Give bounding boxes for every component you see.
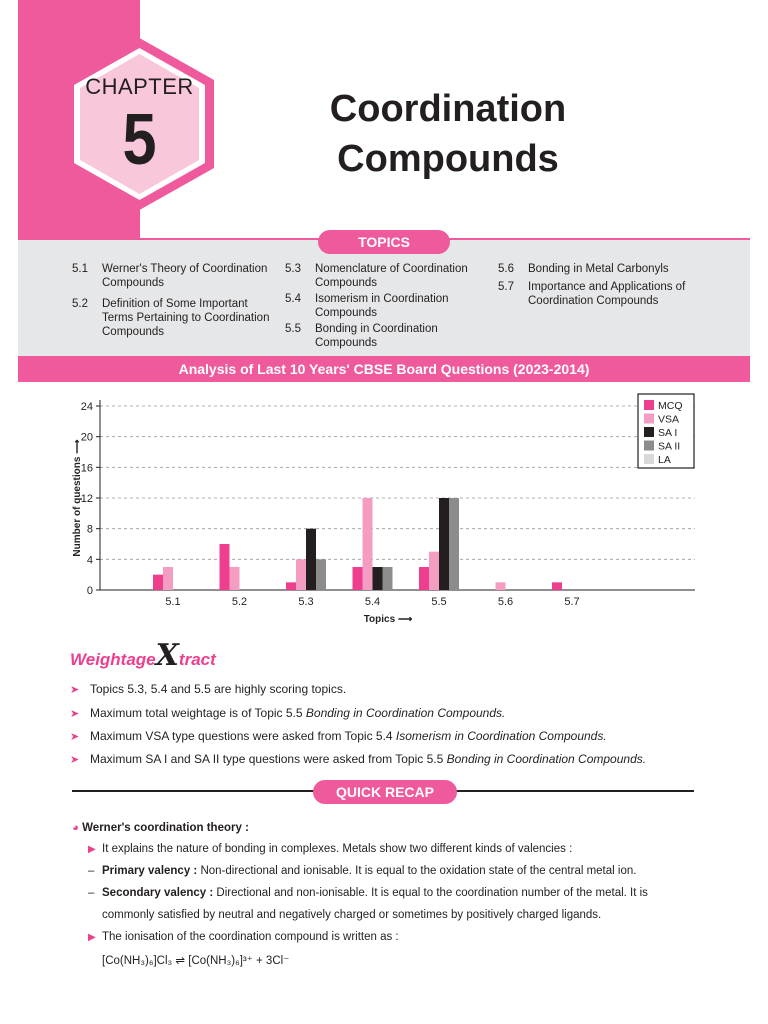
weightage-xtract-logo xyxy=(70,638,216,673)
recap-point-text: The ionisation of the coordination compound is written as : xyxy=(102,931,399,943)
bar-sa-i xyxy=(373,567,383,590)
bar-vsa xyxy=(296,559,306,590)
topic-number: 5.3 xyxy=(285,263,301,275)
recap-point-text: It explains the nature of bonding in complexes. Metals show two different kinds of valencies : xyxy=(102,843,573,855)
x-tick-label: 5.5 xyxy=(431,596,447,608)
bullet-text: Maximum total weightage is of Topic 5.5 xyxy=(90,706,306,720)
legend-swatch xyxy=(644,454,654,464)
question-analysis-chart xyxy=(40,390,710,630)
y-tick-label: 16 xyxy=(80,462,93,475)
ionisation-equation: [Co(NH₃)₆]Cl₃ ⇌ [Co(NH₃)₆]³⁺ + 3Cl⁻ xyxy=(102,955,290,967)
recap-heading xyxy=(72,821,249,836)
topic-text: Importance and Applications of Coordination Compounds xyxy=(528,281,686,307)
logo-text-a: Weightage xyxy=(70,650,156,669)
secondary-valency-text: Directional and non-ionisable. It is equal to the coordination number of the metal. It is xyxy=(213,887,648,899)
y-tick-label: 4 xyxy=(86,554,93,567)
chapter-title-line2: Compounds xyxy=(337,138,559,180)
topic-text: Isomerism in Coordination Compounds xyxy=(315,293,449,319)
bullet-text: Maximum VSA type questions were asked from Topic 5.4 xyxy=(90,729,396,743)
bar-sa-ii xyxy=(383,567,393,590)
topic-number: 5.5 xyxy=(285,323,301,335)
topic-text: Bonding in Metal Carbonyls xyxy=(528,263,669,275)
y-tick-label: 24 xyxy=(80,401,93,413)
x-tick-label: 5.1 xyxy=(165,596,181,608)
chapter-title xyxy=(258,84,638,184)
arrow-bullet-icon: ➤ xyxy=(70,708,80,720)
bar-sa-ii xyxy=(316,559,326,590)
legend-swatch xyxy=(644,414,654,424)
x-tick-label: 5.6 xyxy=(497,596,514,608)
recap-heading-text: Werner's coordination theory : xyxy=(82,822,249,834)
topic-text: Bonding in Coordination Compounds xyxy=(315,323,438,349)
bar-sa-i xyxy=(306,529,316,590)
legend-swatch xyxy=(644,441,654,451)
bar-vsa xyxy=(429,552,439,590)
triangle-bullet-icon: ▶ xyxy=(88,932,96,943)
topic-number: 5.1 xyxy=(72,263,88,275)
logo-text-b: tract xyxy=(178,650,216,669)
bullet-text: Topics 5.3, 5.4 and 5.5 are highly scoring topics. xyxy=(90,682,347,696)
bar-mcq xyxy=(353,567,363,590)
chapter-label: CHAPTER xyxy=(85,74,194,99)
bar-vsa xyxy=(163,567,173,590)
topics-pill: TOPICS xyxy=(318,230,450,254)
legend-swatch xyxy=(644,427,654,437)
legend-label: MCQ xyxy=(658,400,683,412)
bar-sa-ii xyxy=(449,498,459,590)
bar-vsa xyxy=(363,498,373,590)
bullet-text: Maximum SA I and SA II type questions were asked from Topic 5.5 xyxy=(90,752,447,766)
topic-text: Definition of Some Important Terms Pertaining to Coordination Compounds xyxy=(102,298,270,338)
topic-number: 5.2 xyxy=(72,298,88,310)
legend-swatch xyxy=(644,400,654,410)
recap-secondary-cont: commonly satisfied by neutral and negatively charged or sometimes by positively charged ligands. xyxy=(102,909,602,921)
legend-label: SA II xyxy=(658,440,681,453)
legend-label: LA xyxy=(658,454,671,466)
y-tick-label: 12 xyxy=(80,493,93,505)
legend-label: VSA xyxy=(658,413,680,426)
bar-sa-i xyxy=(439,498,449,590)
topic-text: Nomenclature of Coordination Compounds xyxy=(315,263,468,289)
recap-heading-icon: ◕ xyxy=(72,822,79,834)
bar-mcq xyxy=(153,575,163,590)
x-tick-label: 5.2 xyxy=(231,596,248,608)
bullet-italic: Bonding in Coordination Compounds. xyxy=(305,706,506,720)
x-axis-label: Topics ⟶ xyxy=(363,614,413,625)
y-tick-label: 0 xyxy=(86,585,93,597)
quick-recap-pill: QUICK RECAP xyxy=(313,780,457,804)
y-tick-label: 20 xyxy=(80,431,93,444)
arrow-bullet-icon: ➤ xyxy=(70,684,80,696)
bar-vsa xyxy=(230,567,240,590)
topic-text: Werner's Theory of Coordination Compounds xyxy=(102,263,268,289)
primary-valency-label: Primary valency : xyxy=(102,865,198,877)
secondary-valency-label: Secondary valency : xyxy=(102,887,214,899)
topic-number: 5.4 xyxy=(285,293,301,305)
arrow-bullet-icon: ➤ xyxy=(70,754,80,766)
x-tick-label: 5.7 xyxy=(564,596,580,608)
legend-label: SA I xyxy=(658,427,678,439)
primary-valency-text: Non-directional and ionisable. It is equal to the oxidation state of the central metal ion. xyxy=(197,865,637,877)
chapter-number: 5 xyxy=(122,100,157,180)
chapter-title-line1: Coordination xyxy=(329,88,567,130)
bar-mcq xyxy=(220,544,230,590)
bar-mcq xyxy=(552,582,562,590)
arrow-bullet-icon: ➤ xyxy=(70,731,80,743)
bar-vsa xyxy=(496,582,506,590)
x-tick-label: 5.3 xyxy=(298,596,314,608)
bar-mcq xyxy=(419,567,429,590)
analysis-title-bar: Analysis of Last 10 Years' CBSE Board Questions (2023-2014) xyxy=(18,356,750,382)
triangle-bullet-icon: ▶ xyxy=(88,844,96,855)
bullet-italic: Bonding in Coordination Compounds. xyxy=(446,752,647,766)
y-tick-label: 8 xyxy=(86,523,93,536)
topic-number: 5.7 xyxy=(498,281,514,293)
bar-mcq xyxy=(286,582,296,590)
topic-number: 5.6 xyxy=(498,263,514,275)
y-axis-label: Number of questions ⟶ xyxy=(72,439,83,557)
logo-text-x: X xyxy=(155,638,179,673)
x-tick-label: 5.4 xyxy=(364,596,381,608)
bullet-italic: Isomerism in Coordination Compounds. xyxy=(395,729,607,743)
